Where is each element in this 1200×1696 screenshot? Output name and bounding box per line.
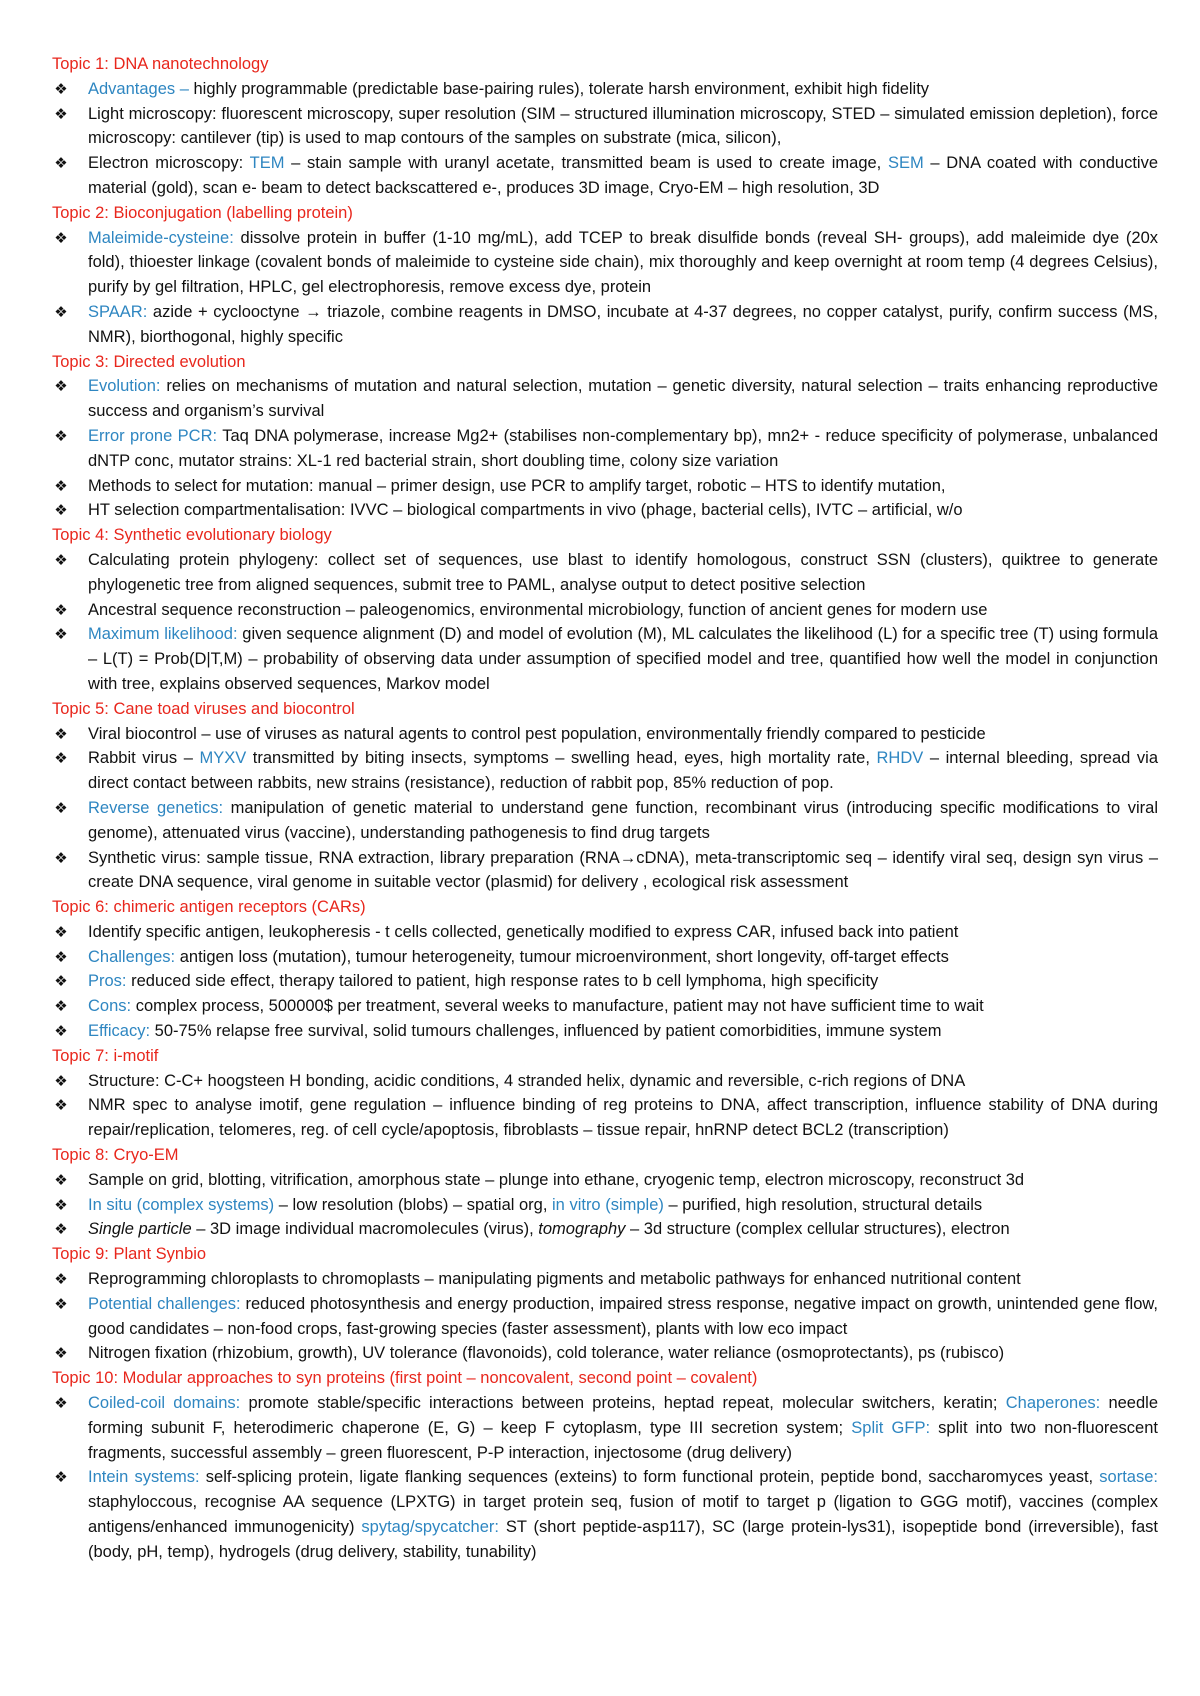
bullet-item [52,424,1158,474]
bullet-text: Nitrogen fixation (rhizobium, growth), UV tolerance (flavonoids), cold tolerance, water reliance (osmoprotectants), ps (rubisco) [88,1344,1005,1363]
four-petal-diamond-icon: ❖ [54,501,68,520]
four-petal-diamond-icon: ❖ [54,1220,68,1239]
four-petal-diamond-icon: ❖ [54,848,68,867]
bullet-text: Methods to select for mutation: manual – primer design, use PCR to amplify target, robotic – HTS to identify mutation, [88,476,946,495]
bullet-text: – stain sample with uranyl acetate, transmitted beam is used to create image, [284,154,888,173]
highlighted-term: Maleimide-cysteine: [88,228,234,247]
bullet-item [52,1093,1158,1143]
four-petal-diamond-icon: ❖ [54,1394,68,1413]
bullet-item [52,151,1158,201]
bullet-item [52,994,1158,1019]
bullet-text: Light microscopy: fluorescent microscopy, super resolution (SIM – structured illumination microscopy, STED – simulated emission depletion), force microscopy: cantilever (tip) is used to map contours of the samples on substrate (mica, silicon), [88,104,1158,148]
bullet-text: complex process, 500000$ per treatment, several weeks to manufacture, patient may not have sufficient time to wait [131,997,984,1016]
four-petal-diamond-icon: ❖ [54,1270,68,1289]
bullet-text: Ancestral sequence reconstruction – paleogenomics, environmental microbiology, function of ancient genes for modern use [88,600,988,619]
topic-heading: Topic 3: Directed evolution [52,352,246,371]
bullet-text: reduced photosynthesis and energy production, impaired stress response, negative impact on growth, unintended gene flow, good candidates – non-food crops, fast-growing species (faster assessment), plants with low eco impact [88,1294,1158,1338]
bullet-item [52,1069,1158,1094]
bullet-text: staphyloccous, recognise AA sequence (LPXTG) in target protein seq, fusion of motif to target p (ligation to GGG motif), vaccines (complex antigens/enhanced immunogenicity) [88,1493,1158,1537]
four-petal-diamond-icon: ❖ [54,1022,68,1041]
topic-section [52,1366,1158,1564]
bullet-text: Identify specific antigen, leukopheresis - t cells collected, genetically modified to express CAR, infused back into patient [88,922,959,941]
highlighted-term: Reverse genetics: [88,798,224,817]
bullet-text: Calculating protein phylogeny: collect set of sequences, use blast to identify homologous, construct SSN (clusters), quiktree to generate phylogenetic tree from aligned sequences, submit tree to PAML, analyse output to detect positive selection [88,550,1158,594]
bullet-item [52,226,1158,300]
document-page [52,52,1158,1565]
four-petal-diamond-icon: ❖ [54,798,68,817]
four-petal-diamond-icon: ❖ [54,625,68,644]
bullet-text: Synthetic virus: sample tissue, RNA extraction, library preparation (RNA→cDNA), meta-transcriptomic seq – identify viral seq, design syn virus – create DNA sequence, viral genome in suitable vector (plasmid) for delivery , ecological risk assessment [88,848,1158,892]
highlighted-term: In situ (complex systems) [88,1195,275,1214]
bullet-text: reduced side effect, therapy tailored to patient, high response rates to b cell lymphoma, high specificity [126,972,879,991]
four-petal-diamond-icon: ❖ [54,749,68,768]
italic-term: tomography [538,1220,626,1239]
bullet-text: antigen loss (mutation), tumour heterogeneity, tumour microenvironment, short longevity, off-target effects [175,947,949,966]
four-petal-diamond-icon: ❖ [54,724,68,743]
topic-heading: Topic 1: DNA nanotechnology [52,55,269,73]
highlighted-term: spytag/spycatcher: [361,1518,499,1537]
four-petal-diamond-icon: ❖ [54,154,68,173]
bullet-text: – DNA coated with conductive material (gold), scan e- beam to detect backscattered e-, produces 3D image, Cryo-EM – high resolution, 3D [88,154,1158,197]
bullet-item [52,969,1158,994]
bullet-text: highly programmable (predictable base-pairing rules), tolerate harsh environment, exhibit high fidelity [193,79,930,98]
topic-heading: Topic 7: i-motif [52,1046,159,1065]
bullet-text: – purified, high resolution, structural details [663,1195,983,1214]
bullet-text: needle forming subunit F, heterodimeric chaperone (E, G) – keep F cytoplasm, type III secretion system; [88,1394,1158,1437]
topic-heading: Topic 5: Cane toad viruses and biocontrol [52,699,355,718]
bullet-item [52,102,1158,152]
topic-section [52,201,1158,350]
highlighted-term: Split GFP: [851,1418,931,1437]
bullet-text: dissolve protein in buffer (1-10 mg/mL), add TCEP to break disulfide bonds (reveal SH- groups), add maleimide dye (20x fold), thioester linkage (covalent bonds of maleimide to cysteine side chain), mix thoroughly and keep overnight at room temp (4 degrees Celsius), purify by gel filtration, HPLC, gel electrophoresis, remove excess dye, protein [88,228,1158,297]
bullet-item [52,77,1158,102]
highlighted-term: MYXV [199,749,247,768]
bullet-text: HT selection compartmentalisation: IVVC – biological compartments in vivo (phage, bacterial cells), IVTC – artificial, w/o [88,501,963,520]
bullet-text: split into two non-fluorescent fragments, successful assembly – green fluorescent, P-P interaction, injectosome (drug delivery) [88,1418,1158,1462]
bullet-text: – 3D image individual macromolecules (virus), [191,1220,539,1239]
four-petal-diamond-icon: ❖ [54,1170,68,1189]
four-petal-diamond-icon: ❖ [54,972,68,991]
bullet-item [52,722,1158,747]
topic-section [52,52,1158,201]
four-petal-diamond-icon: ❖ [54,947,68,966]
four-petal-diamond-icon: ❖ [54,550,68,569]
highlighted-term: Challenges: [88,947,176,966]
four-petal-diamond-icon: ❖ [54,1468,68,1487]
bullet-text: – low resolution (blobs) – spatial org, [274,1195,553,1214]
highlighted-term: Pros: [88,972,127,991]
topic-heading: Topic 4: Synthetic evolutionary biology [52,526,332,545]
bullet-text: Taq DNA polymerase, increase Mg2+ (stabilises non-complementary bp), mn2+ - reduce specificity of polymerase, unbalanced dNTP conc, mutator strains: XL-1 red bacterial strain, short doubling time, colony size variation [88,426,1158,470]
highlighted-term: Error prone PCR: [88,426,218,445]
bullet-item [52,1217,1158,1242]
bullet-text: Electron microscopy: [88,154,250,173]
highlighted-term: sortase: [1099,1468,1158,1487]
bullet-text: transmitted by biting insects, symptoms – swelling head, eyes, high mortality rate, [246,749,877,768]
four-petal-diamond-icon: ❖ [54,997,68,1016]
four-petal-diamond-icon: ❖ [54,377,68,396]
highlighted-term: SEM [887,154,924,173]
topic-section [52,697,1158,895]
highlighted-term: Advantages – [88,79,194,98]
four-petal-diamond-icon: ❖ [54,1294,68,1313]
bullet-text: self-splicing protein, ligate flanking sequences (exteins) to form functional protein, peptide bond, saccharomyces yeast, [199,1468,1100,1487]
bullet-text: Rabbit virus – [88,749,200,768]
bullet-text: relies on mechanisms of mutation and natural selection, mutation – genetic diversity, natural selection – traits enhancing reproductive success and organism’s survival [88,377,1158,421]
topic-section [52,1044,1158,1143]
four-petal-diamond-icon: ❖ [54,1344,68,1363]
topic-section [52,350,1158,524]
bullet-text: 50-75% relapse free survival, solid tumours challenges, influenced by patient comorbidities, immune system [150,1022,942,1041]
four-petal-diamond-icon: ❖ [54,1071,68,1090]
bullet-item [52,474,1158,499]
bullet-text: ST (short peptide-asp117), SC (large protein-lys31), isopeptide bond (irreversible), fast (body, pH, temp), hydrogels (drug delivery, stability, tunability) [88,1518,1159,1561]
four-petal-diamond-icon: ❖ [54,600,68,619]
topic-heading: Topic 6: chimeric antigen receptors (CARs) [52,898,366,917]
bullet-text: – internal bleeding, spread via direct contact between rabbits, new strains (resistance), reduction of rabbit pop, 85% reduction of pop. [88,749,1158,793]
bullet-item [52,1168,1158,1193]
bullet-item [52,746,1158,796]
bullet-item [52,374,1158,424]
topic-heading: Topic 2: Bioconjugation (labelling protein) [52,203,353,222]
bullet-item [52,920,1158,945]
four-petal-diamond-icon: ❖ [54,426,68,445]
four-petal-diamond-icon: ❖ [54,1195,68,1214]
highlighted-term: TEM [249,154,285,173]
topic-heading: Topic 9: Plant Synbio [52,1245,207,1264]
bullet-text: Sample on grid, blotting, vitrification, amorphous state – plunge into ethane, cryogenic temp, electron microscopy, reconstruct 3d [88,1170,1025,1189]
bullet-text: promote stable/specific interactions between proteins, heptad repeat, molecular switchers, keratin; [240,1394,1006,1413]
topic-section [52,1242,1158,1366]
bullet-item [52,622,1158,696]
bullet-text: given sequence alignment (D) and model of evolution (M), ML calculates the likelihood (L) for a specific tree (T) using formula – L(T) = Prob(D|T,M) – probability of observing data under assumption of specified model and tree, quantified how well the model in conjunction with tree, explains observed sequences, Markov model [88,625,1159,693]
bullet-item [52,1391,1158,1465]
bullet-text: Viral biocontrol – use of viruses as natural agents to control pest population, environmentally friendly compared to pesticide [88,724,986,743]
bullet-text: – 3d structure (complex cellular structures), electron [625,1220,1010,1239]
highlighted-term: Cons: [88,997,132,1016]
bullet-item [52,300,1158,350]
bullet-item [52,1267,1158,1292]
highlighted-term: RHDV [876,749,924,768]
topic-heading: Topic 10: Modular approaches to syn proteins (first point – noncovalent, second point – covalent) [52,1369,758,1388]
bullet-item [52,498,1158,523]
topic-section [52,523,1158,697]
four-petal-diamond-icon: ❖ [54,228,68,247]
bullet-item [52,1465,1158,1564]
bullet-text: manipulation of genetic material to understand gene function, recombinant virus (introducing specific modifications to viral genome), attenuated virus (vaccine), understanding pathogenesis to find drug targets [88,798,1158,842]
bullet-text: Reprogramming chloroplasts to chromoplasts – manipulating pigments and metabolic pathways for enhanced nutritional content [88,1270,1021,1289]
highlighted-term: Chaperones: [1005,1394,1101,1413]
highlighted-term: Evolution: [88,377,161,396]
bullet-item [52,1292,1158,1342]
bullet-text: NMR spec to analyse imotif, gene regulation – influence binding of reg proteins to DNA, affect transcription, influence stability of DNA during repair/replication, telomeres, reg. of cell cycle/apoptosis, fibroblasts – tissue repair, hnRNP detect BCL2 (transcription) [88,1096,1158,1140]
bullet-item [52,548,1158,598]
bullet-item [52,945,1158,970]
highlighted-term: Coiled-coil domains: [88,1394,241,1413]
highlighted-term: Intein systems: [88,1468,200,1487]
bullet-item [52,1193,1158,1218]
bullet-item [52,1019,1158,1044]
highlighted-term: Potential challenges: [88,1294,241,1313]
bullet-item [52,598,1158,623]
bullet-item [52,1341,1158,1366]
bullet-text: Structure: C-C+ hoogsteen H bonding, acidic conditions, 4 stranded helix, dynamic and reversible, c-rich regions of DNA [88,1071,966,1090]
bullet-text: azide + cyclooctyne → triazole, combine reagents in DMSO, incubate at 4-37 degrees, no copper catalyst, purify, confirm success (MS, NMR), biorthogonal, highly specific [88,302,1158,346]
topic-heading: Topic 8: Cryo-EM [52,1146,179,1165]
four-petal-diamond-icon: ❖ [54,1096,68,1115]
four-petal-diamond-icon: ❖ [54,922,68,941]
highlighted-term: SPAAR: [88,302,148,321]
bullet-item [52,796,1158,846]
highlighted-term: Efficacy: [88,1022,151,1041]
four-petal-diamond-icon: ❖ [54,79,68,98]
four-petal-diamond-icon: ❖ [54,302,68,321]
four-petal-diamond-icon: ❖ [54,104,68,123]
highlighted-term: Maximum likelihood: [88,625,238,644]
topic-section [52,1143,1158,1242]
highlighted-term: in vitro (simple) [552,1195,664,1214]
italic-term: Single particle [88,1220,192,1239]
bullet-item [52,846,1158,896]
four-petal-diamond-icon: ❖ [54,476,68,495]
topic-section [52,895,1158,1044]
